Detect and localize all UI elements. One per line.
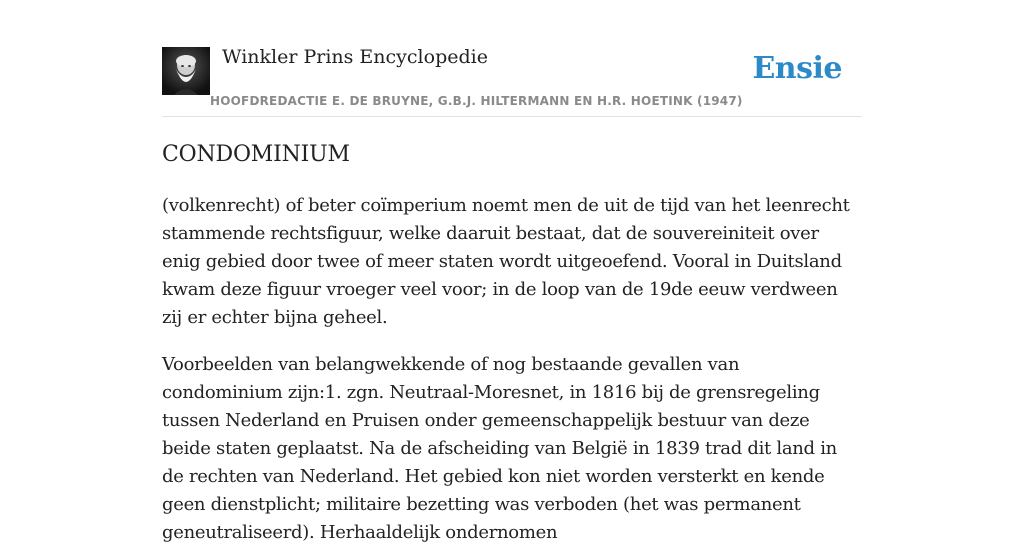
entry-paragraph-2: Voorbeelden van belangwekkende of nog bestaande gevallen van condominium zijn:1. zgn. Neutraal-Moresnet, in 1816 bij de grensregeling tussen Nederland en Pruisen onder gemeenschappelijk bestuur van deze beide staten geplaatst. Na de afscheiding van België in 1839 trad dit land in de rechten van Nederland. Het gebied kon niet worden versterkt en kende geen dienstplicht; militaire bezetting was verboden (het was permanent geneutraliseerd). Herhaaldelijk ondernomen [162, 354, 837, 543]
source-header [162, 40, 862, 117]
source-title[interactable]: Winkler Prins Encyclopedie [222, 46, 488, 68]
entry-title: CONDOMINIUM [162, 142, 350, 167]
ensie-logo[interactable]: Ensie [752, 51, 842, 86]
author-avatar[interactable] [162, 47, 210, 95]
entry-paragraph-1: (volkenrecht) of beter coïmperium noemt men de uit de tijd van het leenrecht stammende rechtsfiguur, welke daaruit bestaat, dat de souvereiniteit over enig gebied door twee of meer staten wordt uitgeoefend. Vooral in Duitsland kwam deze figuur vroeger veel voor; in de loop van de 19de eeuw verdween zij er echter bijna geheel. [162, 195, 850, 328]
bearded-man-portrait-icon [162, 47, 210, 95]
source-editors: HOOFDREDACTIE E. DE BRUYNE, G.B.J. HILTERMANN EN H.R. HOETINK (1947) [210, 94, 743, 108]
entry-content [162, 140, 862, 547]
